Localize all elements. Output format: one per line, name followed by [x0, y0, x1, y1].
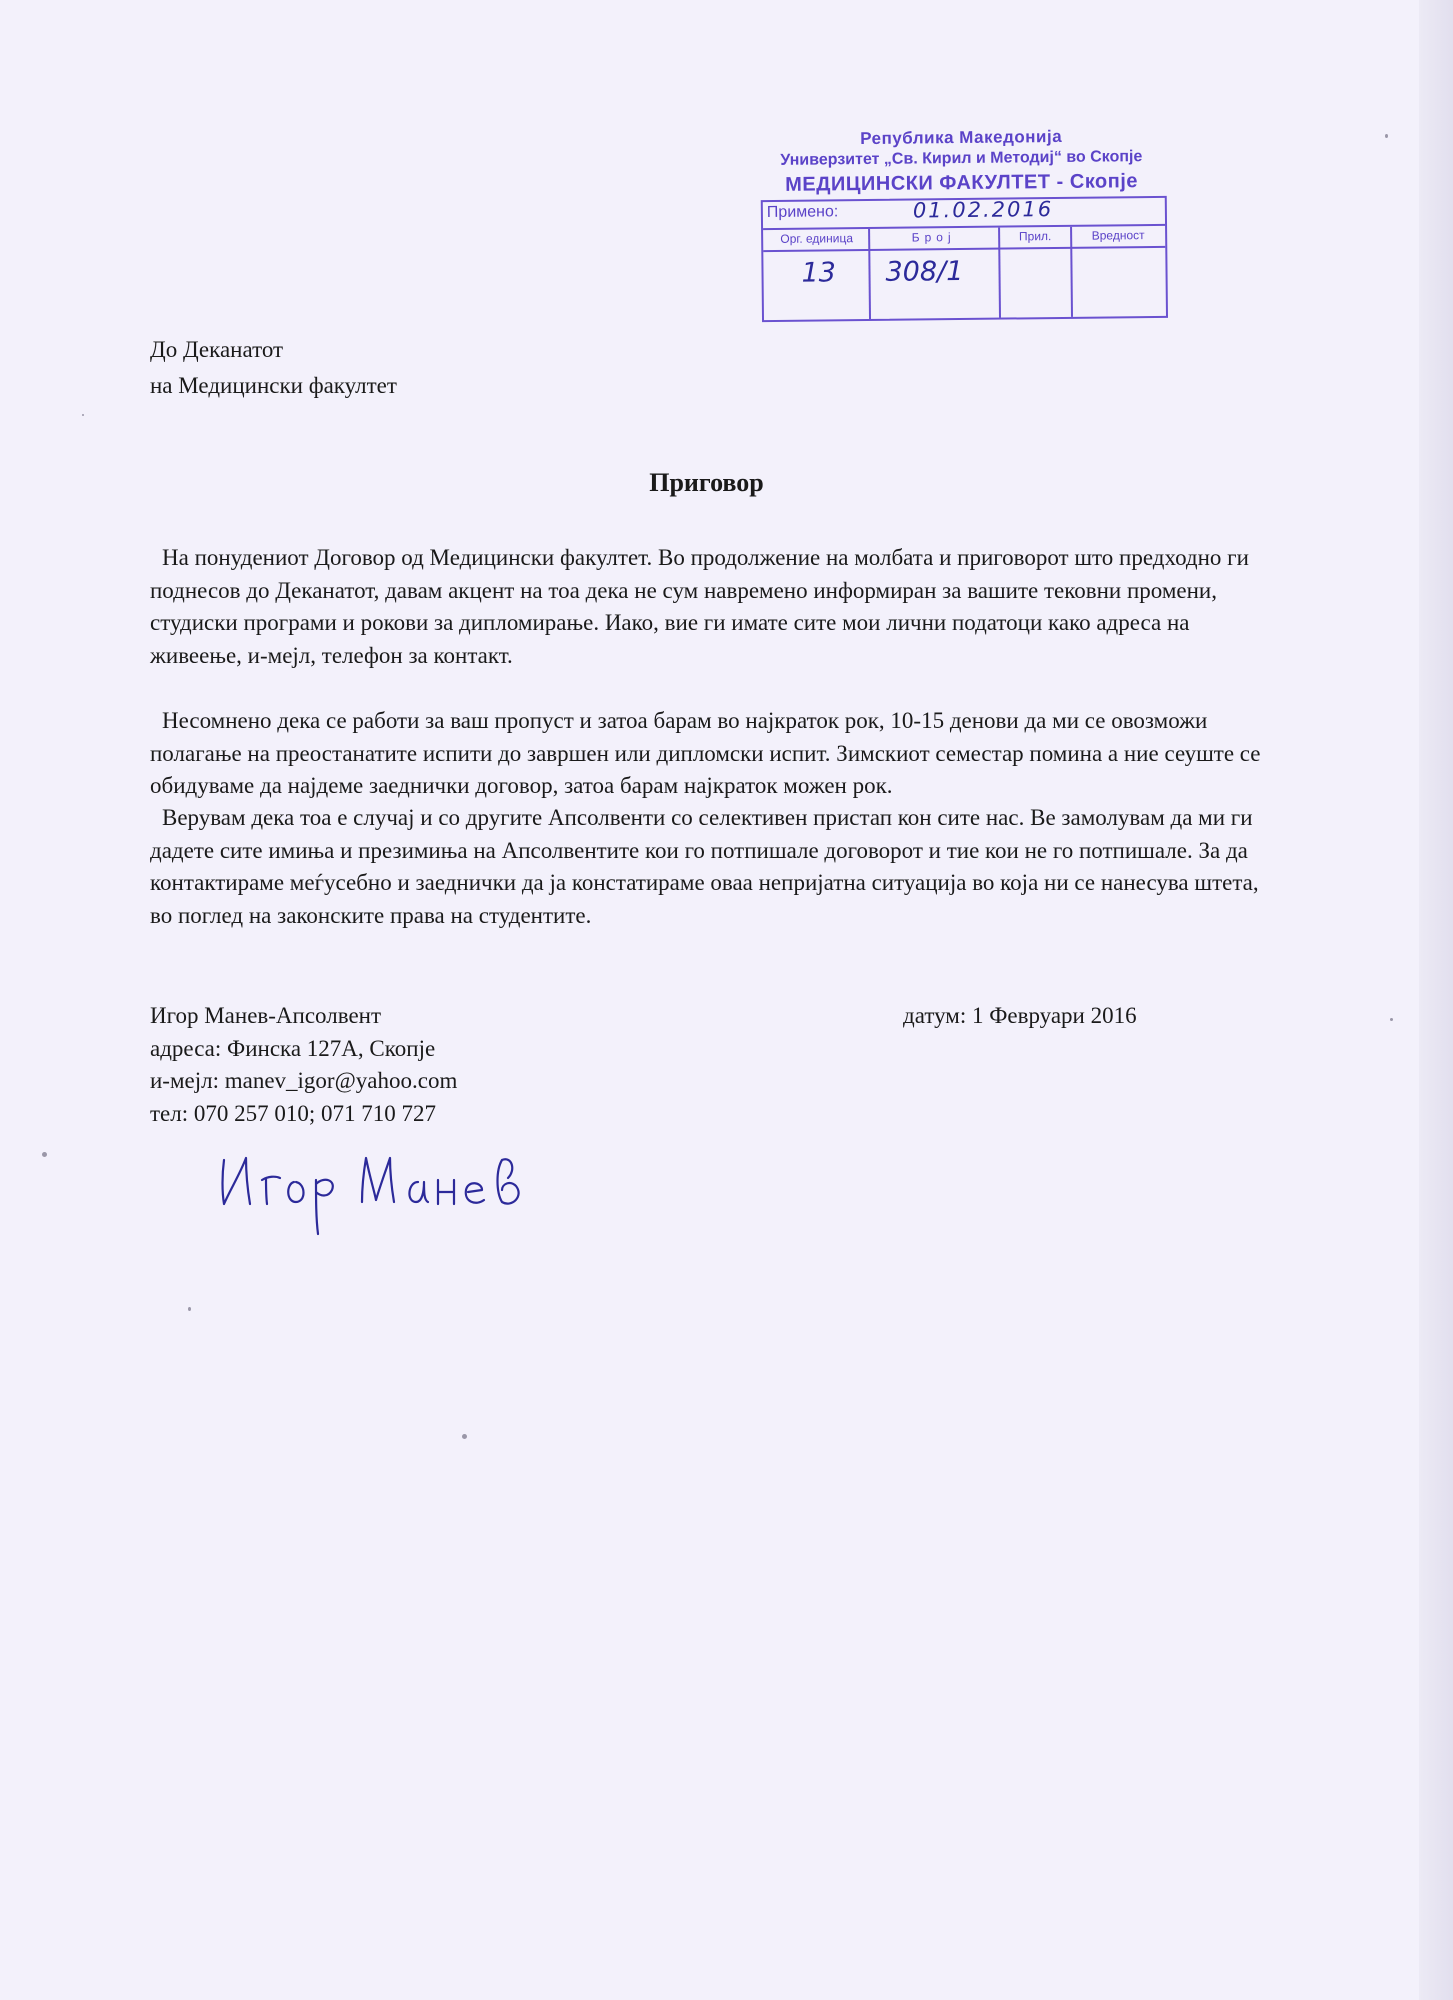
stamp-received-label: Примено:	[766, 203, 839, 222]
paragraph-text: Несомнено дека се работи за ваш пропуст и затоа барам во најкраток рок, 10-15 денови да ми се овозможи полагање на преостанатите испити до завршен или дипломски испит. Зимскиот семестар помина а ние сеуште се обидуваме да најдеме заеднички договор, затоа барам најкраток можен рок.	[150, 708, 1261, 798]
recipient-block	[150, 332, 397, 404]
stamp-received-row	[763, 198, 1165, 230]
sender-block	[150, 1000, 457, 1130]
document-date: датум: 1 Февруари 2016	[903, 1003, 1137, 1028]
registration-stamp	[751, 126, 1173, 318]
recipient-line-2: на Медицински факултет	[150, 373, 397, 398]
scan-speck	[42, 1152, 47, 1157]
recipient-line-1: До Деканатот	[150, 337, 284, 362]
handwritten-signature	[216, 1130, 546, 1250]
stamp-number: 308/1	[885, 255, 964, 288]
stamp-col-header: Прил.	[1018, 229, 1052, 244]
paper-edge	[1419, 0, 1453, 2000]
stamp-received-date: 01.02.2016	[912, 197, 1054, 223]
sender-email: и-мејл: manev_igor@yahoo.com	[150, 1068, 458, 1093]
stamp-line-2: Универзитет „Св. Кирил и Методиј“ во Скопје	[780, 148, 1143, 169]
sender-phone: тел: 070 257 010; 071 710 727	[150, 1100, 437, 1126]
scan-speck	[188, 1307, 191, 1311]
body-paragraph	[150, 542, 1270, 672]
body-paragraph	[150, 705, 1270, 803]
sender-name: Игор Манев-Апсолвент	[150, 1003, 382, 1028]
stamp-col-header: Вредност	[1091, 228, 1145, 243]
scan-speck	[462, 1434, 467, 1439]
paragraph-text: Верувам дека тоа е случај и со другите Апсолвенти со селективен пристап кон сите нас. Ве замолувам да ми ги дадете сите имиња и презимиња на Апсолвентите кои го потпишале договорот и тие кои не го потпишале. За да контактираме меѓусебно и заеднички да ја констатираме оваа непријатна ситуација во која ни се нанесува штета, во поглед на законските права на студентите.	[150, 805, 1259, 928]
stamp-line-3: МЕДИЦИНСКИ ФАКУЛТЕТ - Скопје	[785, 170, 1139, 196]
stamp-col-header: Орг. единица	[780, 231, 854, 246]
scan-speck	[82, 414, 84, 416]
sender-address: адреса: Финска 127А, Скопје	[150, 1035, 436, 1061]
stamp-table	[761, 196, 1168, 322]
paragraph-text: На понудениот Договор од Медицински факултет. Во продолжение на молбата и приговорот што предходно ги поднесов до Деканатот, давам акцент на тоа дека не сум навремено информиран за вашите тековни промени, студиски програми и рокови за дипломирање. Иако, вие ги имате сите мои лични податоци како адреса на живеење, и-мејл, телефон за контакт.	[150, 545, 1249, 668]
body-paragraph	[150, 802, 1270, 932]
document-title: Приговор	[649, 468, 764, 497]
stamp-line-1: Република Македонија	[860, 126, 1063, 149]
scan-speck	[1385, 134, 1388, 138]
stamp-org-unit: 13	[801, 257, 837, 289]
stamp-col-header: Број	[911, 230, 956, 245]
scan-speck	[1390, 1018, 1393, 1021]
